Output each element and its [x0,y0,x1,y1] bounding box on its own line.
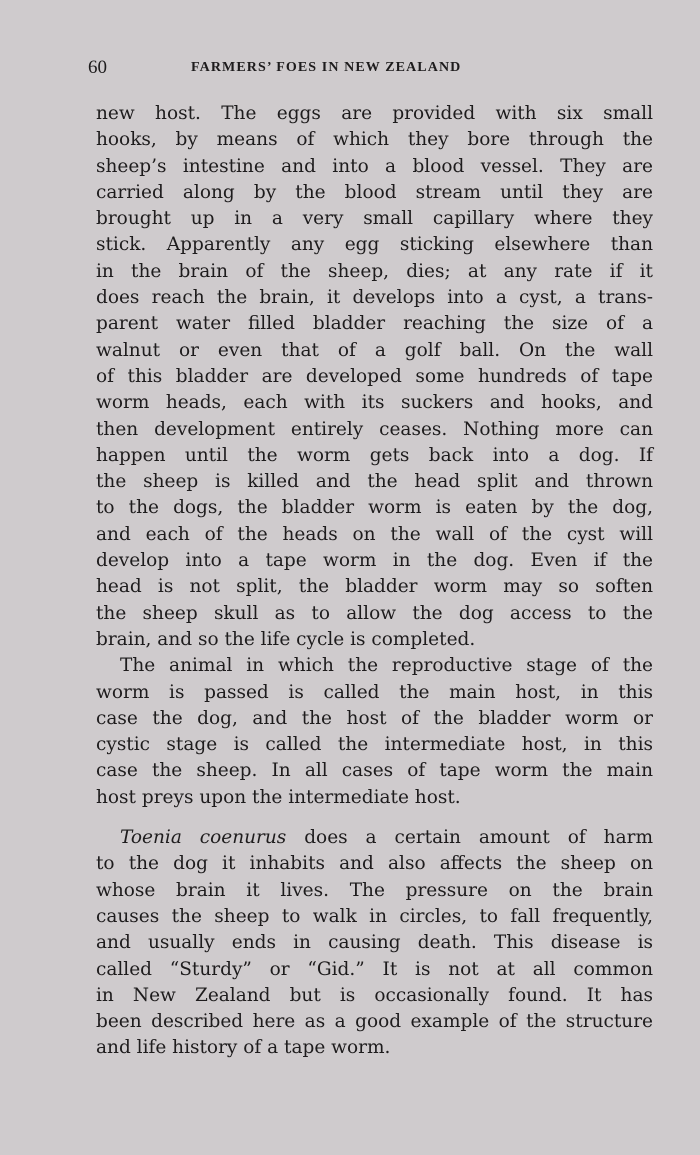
text-line: host preys upon the intermediate host. [96,786,461,808]
paragraph-spacer [96,811,653,825]
text-line: stick. Apparently any egg sticking elsewhere than [96,234,653,256]
text-line: to the dogs, the bladder worm is eaten by the dog, [96,497,653,519]
text-line: worm heads, each with its suckers and hooks, and [96,392,653,414]
text-line: case the dog, and the host of the bladder worm or [96,707,653,729]
text-line: happen until the worm gets back into a dog. If [96,444,653,466]
page-header [88,56,608,80]
text-line: and each of the heads on the wall of the cyst will [96,523,653,545]
text-line: whose brain it lives. The pressure on the brain [96,879,653,901]
text-line: of this bladder are developed some hundreds of tape [96,365,653,387]
paragraph-toenia-coenurus [96,825,653,1062]
text-line: in the brain of the sheep, dies; at any rate if it [96,260,653,282]
text-line: The animal in which the reproductive stage of the [120,655,653,677]
text-fragment: does a certain amount of harm [286,827,653,849]
text-line: hooks, by means of which they bore through the [96,129,653,151]
text-line: and usually ends in causing death. This disease is [96,932,653,954]
text-line: called “Sturdy” or “Gid.” It is not at all common [96,958,653,980]
text-line: brain, and so the life cycle is completed. [96,628,476,650]
text-line: in New Zealand but is occasionally found. It has [96,984,653,1006]
text-line: causes the sheep to walk in circles, to fall frequently, [96,905,653,927]
text-line: the sheep skull as to allow the dog access to the [96,602,653,624]
text-line: develop into a tape worm in the dog. Even if the [96,550,653,572]
species-name: Toenia coenurus [120,827,287,849]
body-text [96,101,653,1062]
text-line: parent water filled bladder reaching the size of a [96,313,653,335]
text-line: then development entirely ceases. Nothing more can [96,418,653,440]
running-title: FARMERS’ FOES IN NEW ZEALAND [191,60,462,75]
text-line: does reach the brain, it develops into a cyst, a trans- [96,287,653,309]
text-line: walnut or even that of a golf ball. On the wall [96,339,653,361]
text-line: to the dog it inhabits and also affects the sheep on [96,853,653,875]
text-line: worm is passed is called the main host, in this [96,681,653,703]
page-number: 60 [88,57,107,78]
text-line: the sheep is killed and the head split and thrown [96,471,653,493]
text-line: brought up in a very small capillary where they [96,208,653,230]
text-line: been described here as a good example of the structure [96,1011,653,1033]
paragraph-life-cycle [96,101,653,653]
text-line: carried along by the blood stream until they are [96,181,653,203]
text-line: sheep’s intestine and into a blood vessel. They are [96,155,653,177]
text-line: head is not split, the bladder worm may so soften [96,576,653,598]
paragraph-hosts [96,653,653,811]
text-line: and life history of a tape worm. [96,1037,391,1059]
text-line: cystic stage is called the intermediate host, in this [96,734,653,756]
text-line: case the sheep. In all cases of tape worm the main [96,760,653,782]
text-line [96,825,653,851]
text-line: new host. The eggs are provided with six small [96,103,653,124]
